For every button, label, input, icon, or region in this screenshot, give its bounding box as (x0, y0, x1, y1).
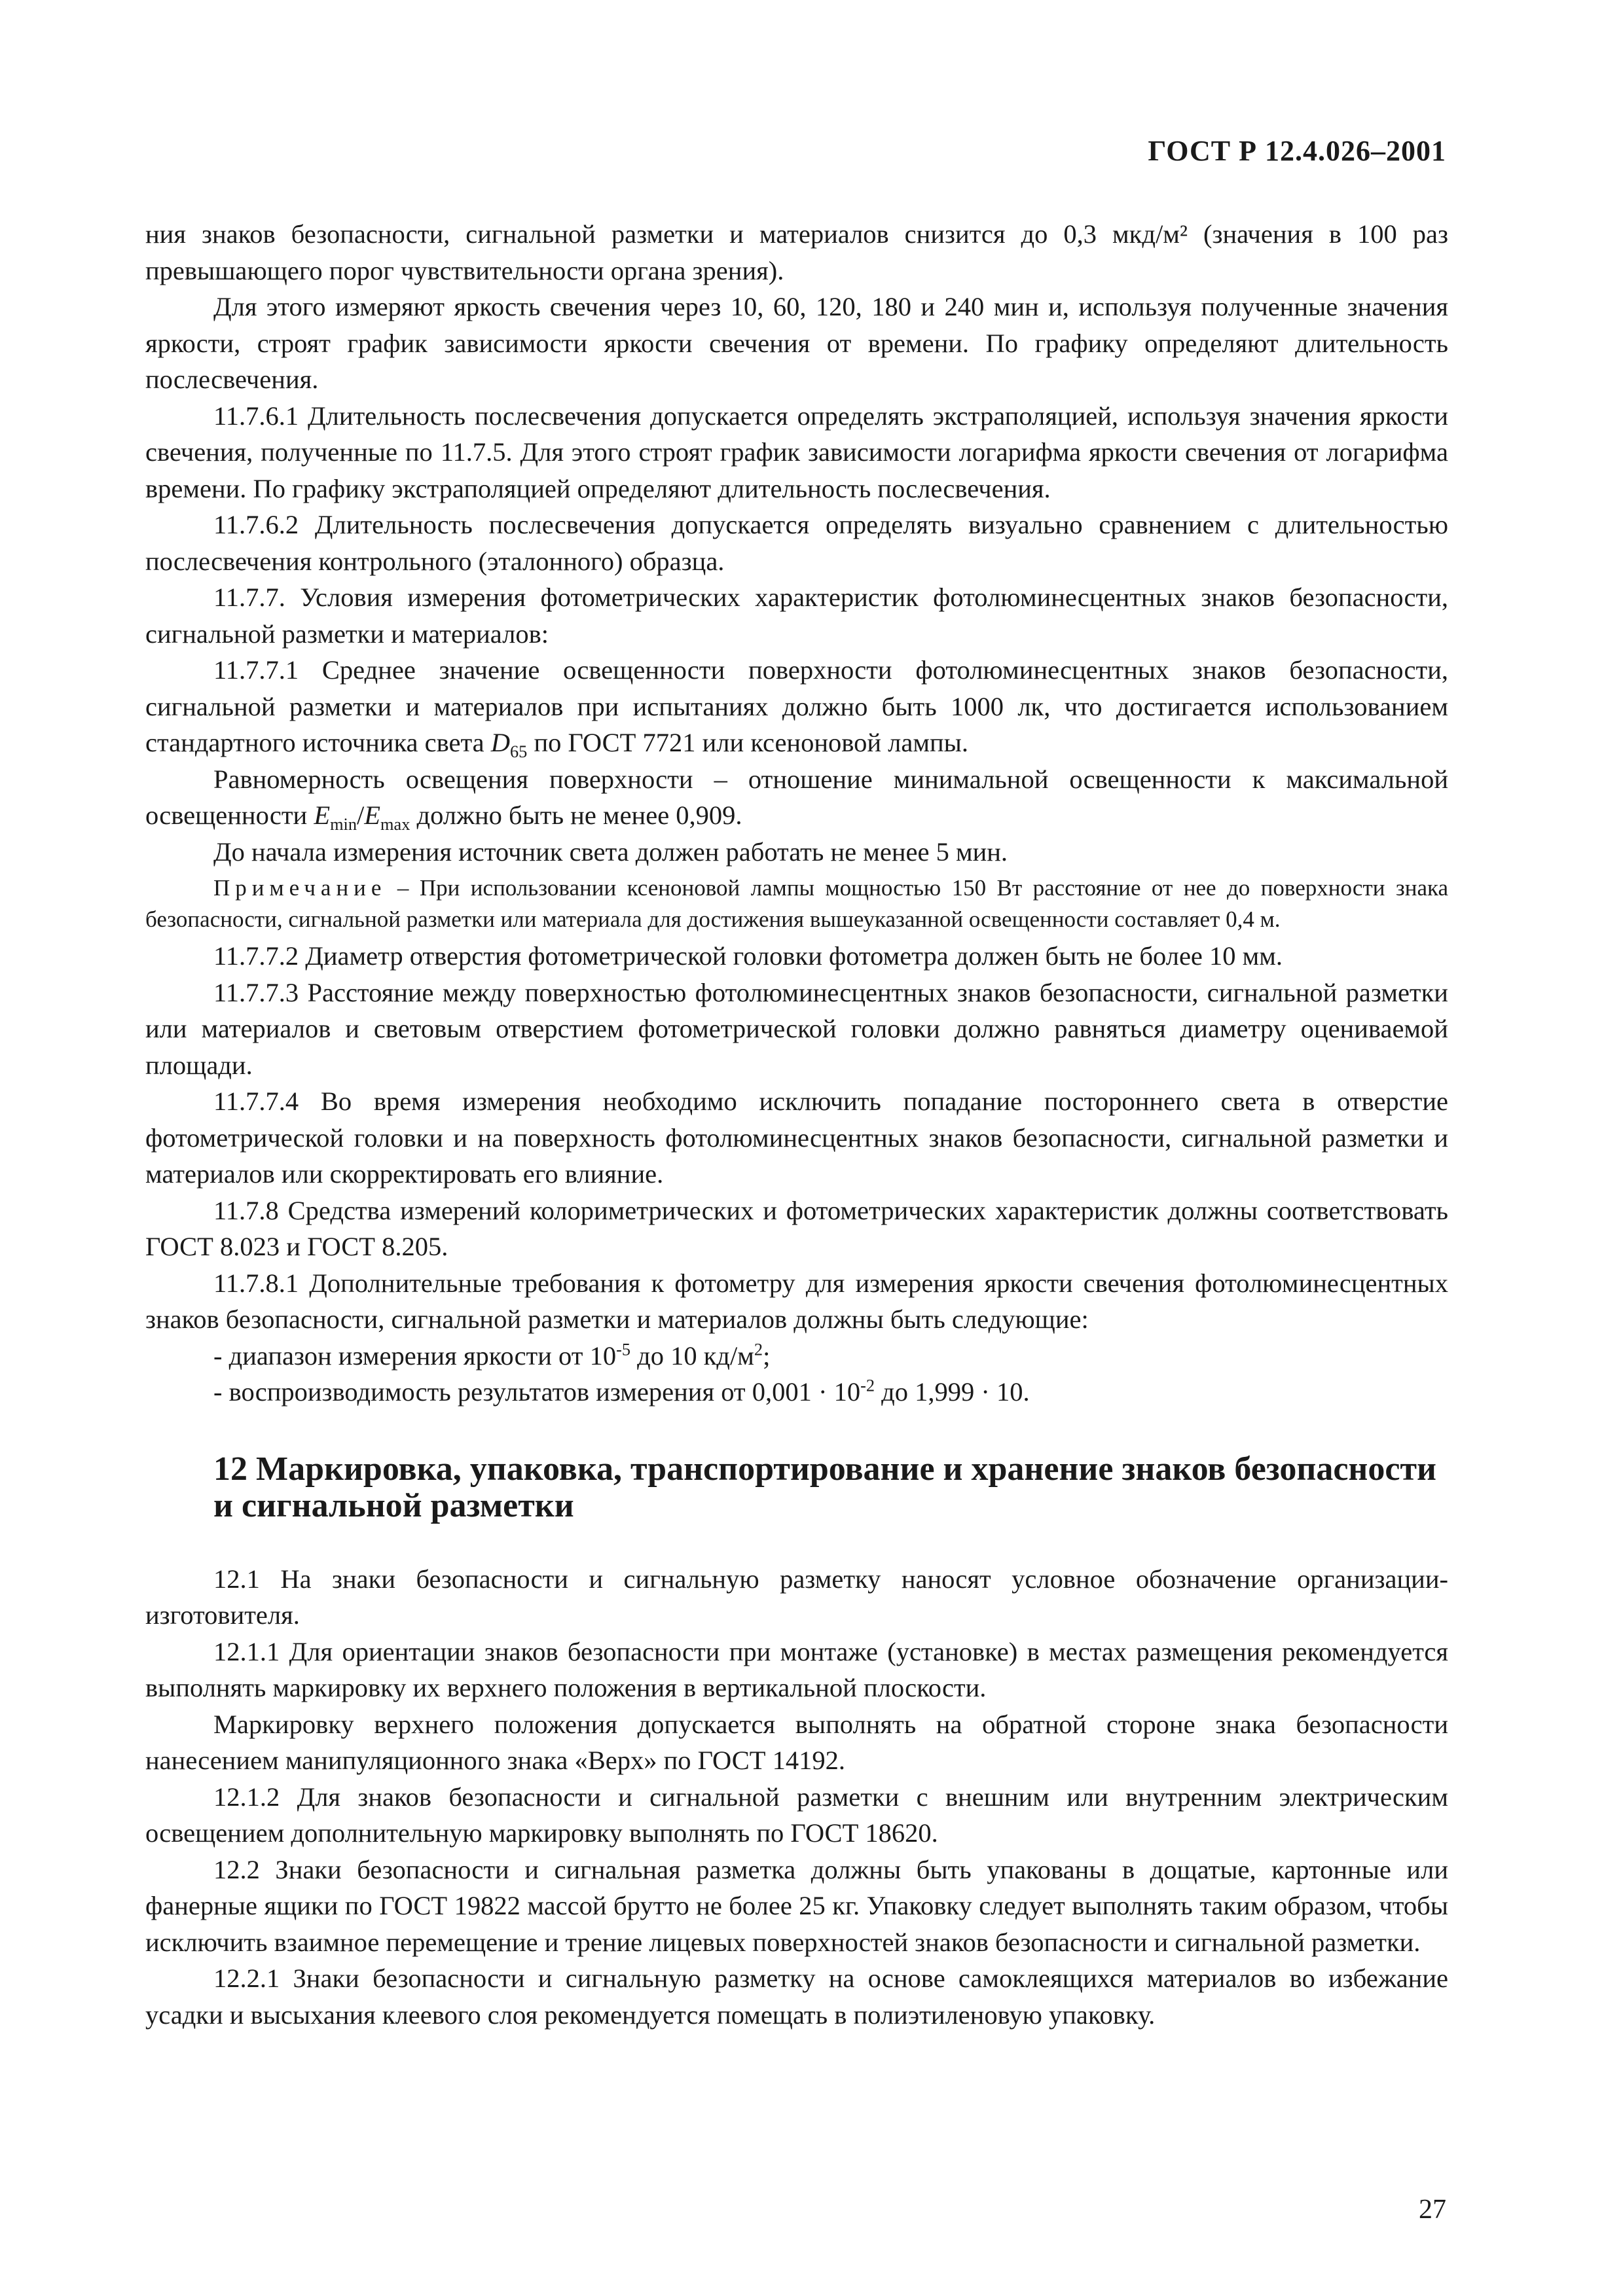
page-number: 27 (1419, 2195, 1446, 2225)
subscript: 65 (510, 742, 528, 762)
superscript: -2 (860, 1376, 875, 1395)
text-run: до 10 кд/м (637, 1340, 754, 1371)
document-body (145, 216, 1448, 2033)
superscript: -5 (616, 1340, 631, 1359)
paragraph: 12.2.1 Знаки безопасности и сигнальную разметку на основе самоклеящихся материалов во избежание усадки и высыхания клеевого слоя рекомендуется помещать в полиэтиленовую упаковку. (145, 1964, 1448, 2030)
symbol: E (314, 800, 331, 830)
paragraph: 12.1 На знаки безопасности и сигнальную разметку наносят условное обозначение организации-изготовителя. (145, 1564, 1448, 1630)
paragraph: ния знаков безопасности, сигнальной разметки и материалов снизится до 0,3 мкд/м² (значения в 100 раз превышающего порог чувствительности органа зрения). (145, 219, 1448, 285)
paragraph: 12.1.2 Для знаков безопасности и сигнальной разметки с внешним или внутренним электрическим освещением дополнительную маркировку выполнять по ГОСТ 18620. (145, 1782, 1448, 1848)
text-run: по ГОСТ 7721 или ксеноновой лампы. (534, 728, 969, 757)
paragraph: 12.1.1 Для ориентации знаков безопасности при монтаже (установке) в местах размещения рекомендуется выполнять маркировку их верхнего положения в вертикальной плоскости. (145, 1636, 1448, 1702)
paragraph: 11.7.7.3 Расстояние между поверхностью фотолюминесцентных знаков безопасности, сигнальной разметки или материалов и световым отверстием фотометрической головки должно равняться диаметру оцениваемой площади. (145, 977, 1448, 1080)
text-run: должно быть не менее 0,909. (416, 800, 742, 830)
paragraph: 11.7.6.2 Длительность послесвечения допускается определять визуально сравнением с длительностью послесвечения контрольного (эталонного) образца. (145, 510, 1448, 576)
paragraph (145, 652, 1448, 761)
section-heading: 12 Маркировка, упаковка, транспортирование и хранение знаков безопасности и сигнальной разметки (213, 1450, 1436, 1524)
paragraph (145, 761, 1448, 834)
symbol: E (364, 800, 381, 830)
text-run: 11.7.7.1 Среднее значение освещенности поверхности фотолюминесцентных знаков безопасности, сигнальной разметки и материалов при испытаниях должно быть 1000 лк, что достигается использованием стандартного источника света (145, 655, 1448, 757)
slash: / (357, 800, 365, 830)
paragraph: До начала измерения источник света должен работать не менее 5 мин. (213, 836, 1008, 867)
paragraph: Маркировку верхнего положения допускается выполнять на обратной стороне знака безопасности нанесением манипуляционного знака «Верх» по ГОСТ 14192. (145, 1709, 1448, 1775)
symbol: D (490, 728, 510, 757)
text-run: ; (763, 1340, 771, 1371)
note-text: – При использовании ксеноновой лампы мощностью 150 Вт расстояние от нее до поверхности знака безопасности, сигнальной разметки или материала для достижения вышеуказанной освещенности составляет 0,4 м. (145, 875, 1448, 932)
superscript: 2 (754, 1340, 763, 1359)
text-run: до 1,999 · 10. (881, 1377, 1030, 1407)
subscript: max (380, 815, 410, 834)
text-run: - воспроизводимость результатов измерения от 0,001 · 10 (213, 1377, 861, 1407)
text-run: Равномерность освещения поверхности – отношение минимальной освещенности к максимальной освещенности (145, 764, 1448, 830)
paragraph: 12.2 Знаки безопасности и сигнальная разметка должны быть упакованы в дощатые, картонные или фанерные ящики по ГОСТ 19822 массой брутто не более 25 кг. Упаковку следует выполнять таким образом, чтобы исключить взаимное перемещение и трение лицевых поверхностей знаков безопасности и сигнальной разметки. (145, 1854, 1448, 1957)
document-code-header: ГОСТ Р 12.4.026–2001 (1148, 135, 1446, 167)
paragraph: 11.7.8 Средства измерений колориметрических и фотометрических характеристик должны соответствовать ГОСТ 8.023 и ГОСТ 8.205. (145, 1195, 1448, 1261)
list-item (145, 1338, 1448, 1374)
paragraph: 11.7.7.2 Диаметр отверстия фотометрической головки фотометра должен быть не более 10 мм. (213, 941, 1283, 971)
subscript: min (330, 815, 357, 834)
paragraph: 11.7.8.1 Дополнительные требования к фотометру для измерения яркости свечения фотолюминесцентных знаков безопасности, сигнальной разметки и материалов должны быть следующие: (145, 1268, 1448, 1334)
note-label: Примечание (213, 875, 387, 901)
text-run: - диапазон измерения яркости от 10 (213, 1340, 617, 1371)
note (145, 872, 1448, 935)
paragraph: 11.7.6.1 Длительность послесвечения допускается определять экстраполяцией, используя значения яркости свечения, полученные по 11.7.5. Для этого строят график зависимости логарифма яркости свечения от логарифма времени. По графику экстраполяцией определяют длительность послесвечения. (145, 401, 1448, 503)
paragraph: Для этого измеряют яркость свечения через 10, 60, 120, 180 и 240 мин и, используя полученные значения яркости, строят график зависимости яркости свечения от времени. По графику определяют длительность послесвечения. (145, 292, 1448, 394)
paragraph: 11.7.7. Условия измерения фотометрических характеристик фотолюминесцентных знаков безопасности, сигнальной разметки и материалов: (145, 583, 1448, 649)
list-item (145, 1374, 1448, 1410)
paragraph: 11.7.7.4 Во время измерения необходимо исключить попадание постороннего света в отверстие фотометрической головки и на поверхность фотолюминесцентных знаков безопасности, сигнальной разметки и материалов или скорректировать его влияние. (145, 1086, 1448, 1189)
